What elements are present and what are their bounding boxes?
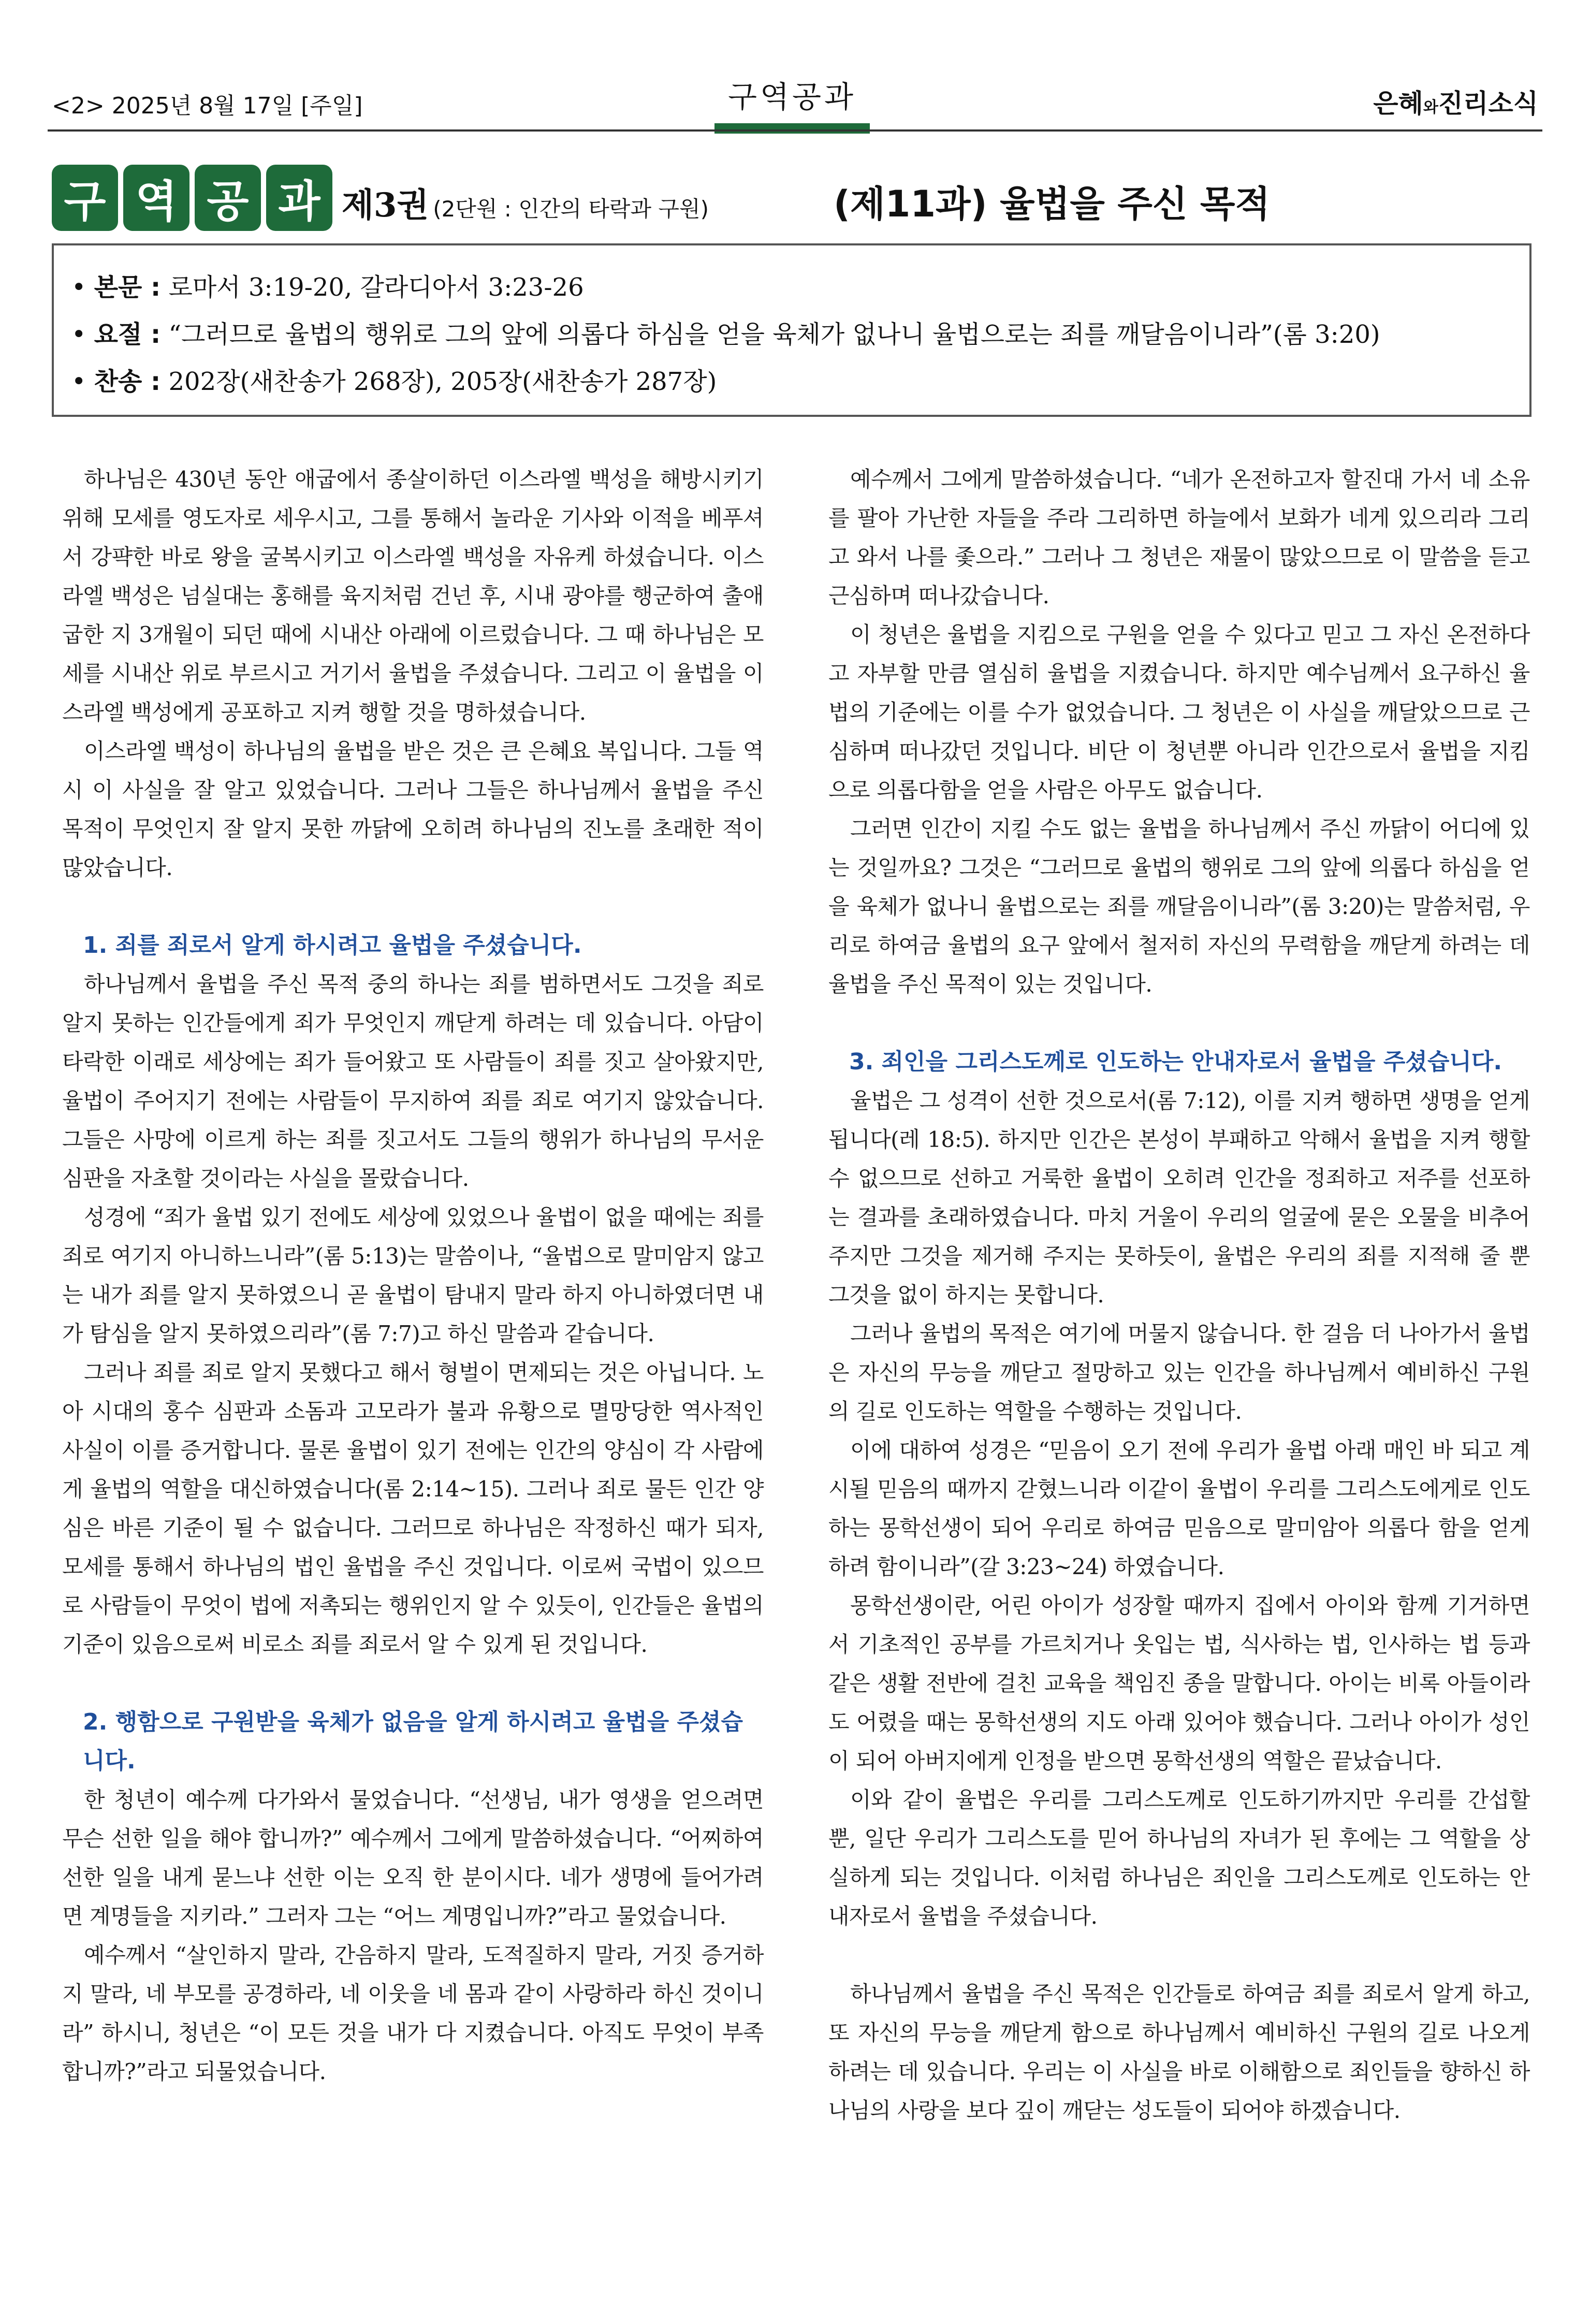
hymn-label: 찬송 : bbox=[94, 367, 161, 396]
section-heading-2: 2. 행함으로 구원받을 육체가 없음을 알게 하시려고 율법을 주셨습니다. bbox=[83, 1709, 743, 1774]
right-column bbox=[828, 460, 1530, 2130]
lesson-badge bbox=[52, 165, 332, 231]
brand-part-2: 진리소식 bbox=[1438, 89, 1538, 119]
text-value: 로마서 3:19-20, 갈라디아서 3:23-26 bbox=[161, 273, 584, 302]
unit-title: (2단원 : 인간의 타락과 구원) bbox=[433, 196, 709, 222]
badge-char: 과 bbox=[266, 165, 332, 231]
hymn-value: 202장(새찬송가 268장), 205장(새찬송가 287장) bbox=[161, 367, 717, 396]
text-label: 본문 : bbox=[94, 273, 161, 302]
paragraph: 하나님은 430년 동안 애굽에서 종살이하던 이스라엘 백성을 해방시키기 위해 모세를 영도자로 세우시고, 그를 통해서 놀라운 기사와 이적을 베푸셔서 강퍅한 바로 왕을 굴복시키고 이스라엘 백성을 자유케 하셨습니다. 이스라엘 백성은 넘실대는 홍해를 육지처럼 건넌 후, 시내 광야를 행군하여 출애굽한 지 3개월이 되던 때에 시내산 아래에 이르렀습니다. 그 때 하나님은 모세를 시내산 위로 부르시고 거기서 율법을 주셨습니다. 그리고 이 율법을 이스라엘 백성에게 공포하고 지켜 행할 것을 명하셨습니다. bbox=[62, 467, 764, 725]
paragraph: 하나님께서 율법을 주신 목적 중의 하나는 죄를 범하면서도 그것을 죄로 알지 못하는 인간들에게 죄가 무엇인지 깨닫게 하려는 데 있습니다. 아담이 타락한 이래로 세상에는 죄가 들어왔고 또 사람들이 죄를 짓고 살아왔지만, 율법이 주어지기 전에는 사람들이 무지하여 죄를 죄로 여기지 않았습니다. 그들은 사망에 이르게 하는 죄를 짓고서도 그들의 행위가 하나님의 무서운 심판을 자초할 것이라는 사실을 몰랐습니다. bbox=[62, 971, 764, 1191]
brand-connector: 와 bbox=[1423, 98, 1438, 117]
section-title: 구역공과 bbox=[727, 79, 857, 114]
section-title-underline bbox=[714, 123, 870, 134]
volume-number: 제3권 bbox=[342, 186, 429, 225]
section-heading-1: 1. 죄를 죄로서 알게 하시려고 율법을 주셨습니다. bbox=[83, 932, 582, 958]
paragraph: 이와 같이 율법은 우리를 그리스도께로 인도하기까지만 우리를 간섭할 뿐, 일단 우리가 그리스도를 믿어 하나님의 자녀가 된 후에는 그 역할을 상실하게 되는 것입니다. 이처럼 하나님은 죄인을 그리스도께로 인도하는 안내자로서 율법을 주셨습니다. bbox=[828, 1787, 1530, 1929]
publication-brand bbox=[1373, 83, 1538, 120]
key-verse-label: 요절 : bbox=[94, 320, 161, 349]
conclusion-paragraph: 하나님께서 율법을 주신 목적은 인간들로 하여금 죄를 죄로서 알게 하고, 또 자신의 무능을 깨닫게 함으로 하나님께서 예비하신 구원의 길로 나오게 하려는 데 있습니다. 우리는 이 사실을 바로 이해함으로 죄인들을 향하신 하나님의 사랑을 보다 깊이 깨닫는 성도들이 되어야 하겠습니다. bbox=[828, 1981, 1530, 2123]
paragraph: 이 청년은 율법을 지킴으로 구원을 얻을 수 있다고 믿고 그 자신 온전하다고 자부할 만큼 열심히 율법을 지켰습니다. 하지만 예수님께서 요구하신 율법의 기준에는 이를 수가 없었습니다. 그 청년은 이 사실을 깨달았으므로 근심하며 떠나갔던 것입니다. 비단 이 청년뿐 아니라 인간으로서 율법을 지킴으로 의롭다함을 얻을 사람은 아무도 없습니다. bbox=[828, 622, 1530, 803]
lesson-title: (제11과) 율법을 주신 목적 bbox=[834, 183, 1271, 225]
volume-unit bbox=[342, 179, 709, 226]
page-date: <2> 2025년 8월 17일 [주일] bbox=[52, 93, 363, 119]
paragraph: 그러면 인간이 지킬 수도 없는 율법을 하나님께서 주신 까닭이 어디에 있는 것일까요? 그것은 “그러므로 율법의 행위로 그의 앞에 의롭다 하심을 얻을 육체가 없나니 율법으로는 죄를 깨달음이니라”(롬 3:20)는 말씀처럼, 우리로 하여금 율법의 요구 앞에서 철저히 자신의 무력함을 깨닫게 하려는 데 율법을 주신 목적이 있는 것입니다. bbox=[828, 816, 1530, 997]
paragraph: 예수께서 그에게 말씀하셨습니다. “네가 온전하고자 할진대 가서 네 소유를 팔아 가난한 자들을 주라 그리하면 하늘에서 보화가 네게 있으리라 그리고 와서 나를 좇으라.” 그러나 그 청년은 재물이 많았으므로 이 말씀을 듣고 근심하며 떠나갔습니다. bbox=[828, 467, 1530, 608]
hymn-line: • 찬송 : 202장(새찬송가 268장), 205장(새찬송가 287장) bbox=[71, 367, 717, 396]
badge-char: 구 bbox=[52, 165, 118, 231]
paragraph: 이스라엘 백성이 하나님의 율법을 받은 것은 큰 은혜요 복입니다. 그들 역시 이 사실을 잘 알고 있었습니다. 그러나 그들은 하나님께서 율법을 주신 목적이 무엇인지 잘 알지 못한 까닭에 오히려 하나님의 진노를 초래한 적이 많았습니다. bbox=[62, 738, 764, 880]
key-verse-line: • 요절 : “그러므로 율법의 행위로 그의 앞에 의롭다 하심을 얻을 육체가 없나니 율법으로는 죄를 깨달음이니라”(롬 3:20) bbox=[71, 320, 1380, 349]
paragraph: 성경에 “죄가 율법 있기 전에도 세상에 있었으나 율법이 없을 때에는 죄를 죄로 여기지 아니하느니라”(롬 5:13)는 말씀이나, “율법으로 말미암지 않고는 내가 죄를 알지 못하였으니 곧 율법이 탐내지 말라 하지 아니하였더면 내가 탐심을 알지 못하였으리라”(롬 7:7)고 하신 말씀과 같습니다. bbox=[62, 1204, 764, 1346]
paragraph: 몽학선생이란, 어린 아이가 성장할 때까지 집에서 아이와 함께 기거하면서 기초적인 공부를 가르치거나 옷입는 법, 식사하는 법, 인사하는 법 등과 같은 생활 전반에 걸친 교육을 책임진 종을 말합니다. 아이는 비록 아들이라도 어렸을 때는 몽학선생의 지도 아래 있어야 했습니다. 그러나 아이가 성인이 되어 아버지에게 인정을 받으면 몽학선생의 역할은 끝났습니다. bbox=[828, 1593, 1530, 1774]
text-line: • 본문 : 로마서 3:19-20, 갈라디아서 3:23-26 bbox=[71, 273, 584, 302]
section-heading-3: 3. 죄인을 그리스도께로 인도하는 안내자로서 율법을 주셨습니다. bbox=[849, 1049, 1503, 1075]
paragraph-gap bbox=[828, 1936, 1530, 1974]
paragraph: 그러나 죄를 죄로 알지 못했다고 해서 형벌이 면제되는 것은 아닙니다. 노아 시대의 홍수 심판과 소돔과 고모라가 불과 유황으로 멸망당한 역사적인 사실이 이를 증거합니다. 물론 율법이 있기 전에는 인간의 양심이 각 사람에게 율법의 역할을 대신하였습니다(롬 2:14~15). 그러나 죄로 물든 인간 양심은 바른 기준이 될 수 없습니다. 그러므로 하나님은 작정하신 때가 되자, 모세를 통해서 하나님의 법인 율법을 주신 것입니다. 이로써 국법이 있으므로 사람들이 무엇이 법에 저촉되는 행위인지 알 수 있듯이, 인간들은 율법의 기준이 있음으로써 비로소 죄를 죄로서 알 수 있게 된 것입니다. bbox=[62, 1360, 764, 1657]
paragraph: 이에 대하여 성경은 “믿음이 오기 전에 우리가 율법 아래 매인 바 되고 계시될 믿음의 때까지 갇혔느니라 이같이 율법이 우리를 그리스도에게로 인도하는 몽학선생이 되어 우리로 하여금 믿음으로 말미암아 의롭다 함을 얻게 하려 함이니라”(갈 3:23~24) 하였습니다. bbox=[828, 1437, 1530, 1579]
paragraph: 그러나 율법의 목적은 여기에 머물지 않습니다. 한 걸음 더 나아가서 율법은 자신의 무능을 깨닫고 절망하고 있는 인간을 하나님께서 예비하신 구원의 길로 인도하는 역할을 수행하는 것입니다. bbox=[828, 1321, 1530, 1424]
header-rule bbox=[48, 129, 1542, 132]
left-column bbox=[62, 460, 764, 2091]
paragraph: 한 청년이 예수께 다가와서 물었습니다. “선생님, 내가 영생을 얻으려면 무슨 선한 일을 해야 합니까?” 예수께서 그에게 말씀하셨습니다. “어찌하여 선한 일을 내게 묻느냐 선한 이는 오직 한 분이시다. 네가 생명에 들어가려면 계명들을 지키라.” 그러자 그는 “어느 계명입니까?”라고 물었습니다. bbox=[62, 1787, 764, 1929]
paragraph: 율법은 그 성격이 선한 것으로서(롬 7:12), 이를 지켜 행하면 생명을 얻게 됩니다(레 18:5). 하지만 인간은 본성이 부패하고 악해서 율법을 지켜 행할 수 없으므로 선하고 거룩한 율법이 오히려 인간을 정죄하고 저주를 선포하는 결과를 초래하였습니다. 마치 거울이 우리의 얼굴에 묻은 오물을 비추어 주지만 그것을 제거해 주지는 못하듯이, 율법은 우리의 죄를 지적해 줄 뿐 그것을 없이 하지는 못합니다. bbox=[828, 1088, 1530, 1308]
paragraph: 예수께서 “살인하지 말라, 간음하지 말라, 도적질하지 말라, 거짓 증거하지 말라, 네 부모를 공경하라, 네 이웃을 네 몸과 같이 사랑하라 하신 것이니라” 하시니, 청년은 “이 모든 것을 내가 다 지켰습니다. 아직도 무엇이 부족합니까?”라고 되물었습니다. bbox=[62, 1942, 764, 2084]
scripture-info-box bbox=[52, 243, 1531, 417]
brand-part-1: 은혜 bbox=[1373, 89, 1423, 119]
key-verse-value: “그러므로 율법의 행위로 그의 앞에 의롭다 하심을 얻을 육체가 없나니 율법으로는 죄를 깨달음이니라”(롬 3:20) bbox=[161, 320, 1380, 349]
badge-char: 역 bbox=[123, 165, 189, 231]
badge-char: 공 bbox=[195, 165, 261, 231]
